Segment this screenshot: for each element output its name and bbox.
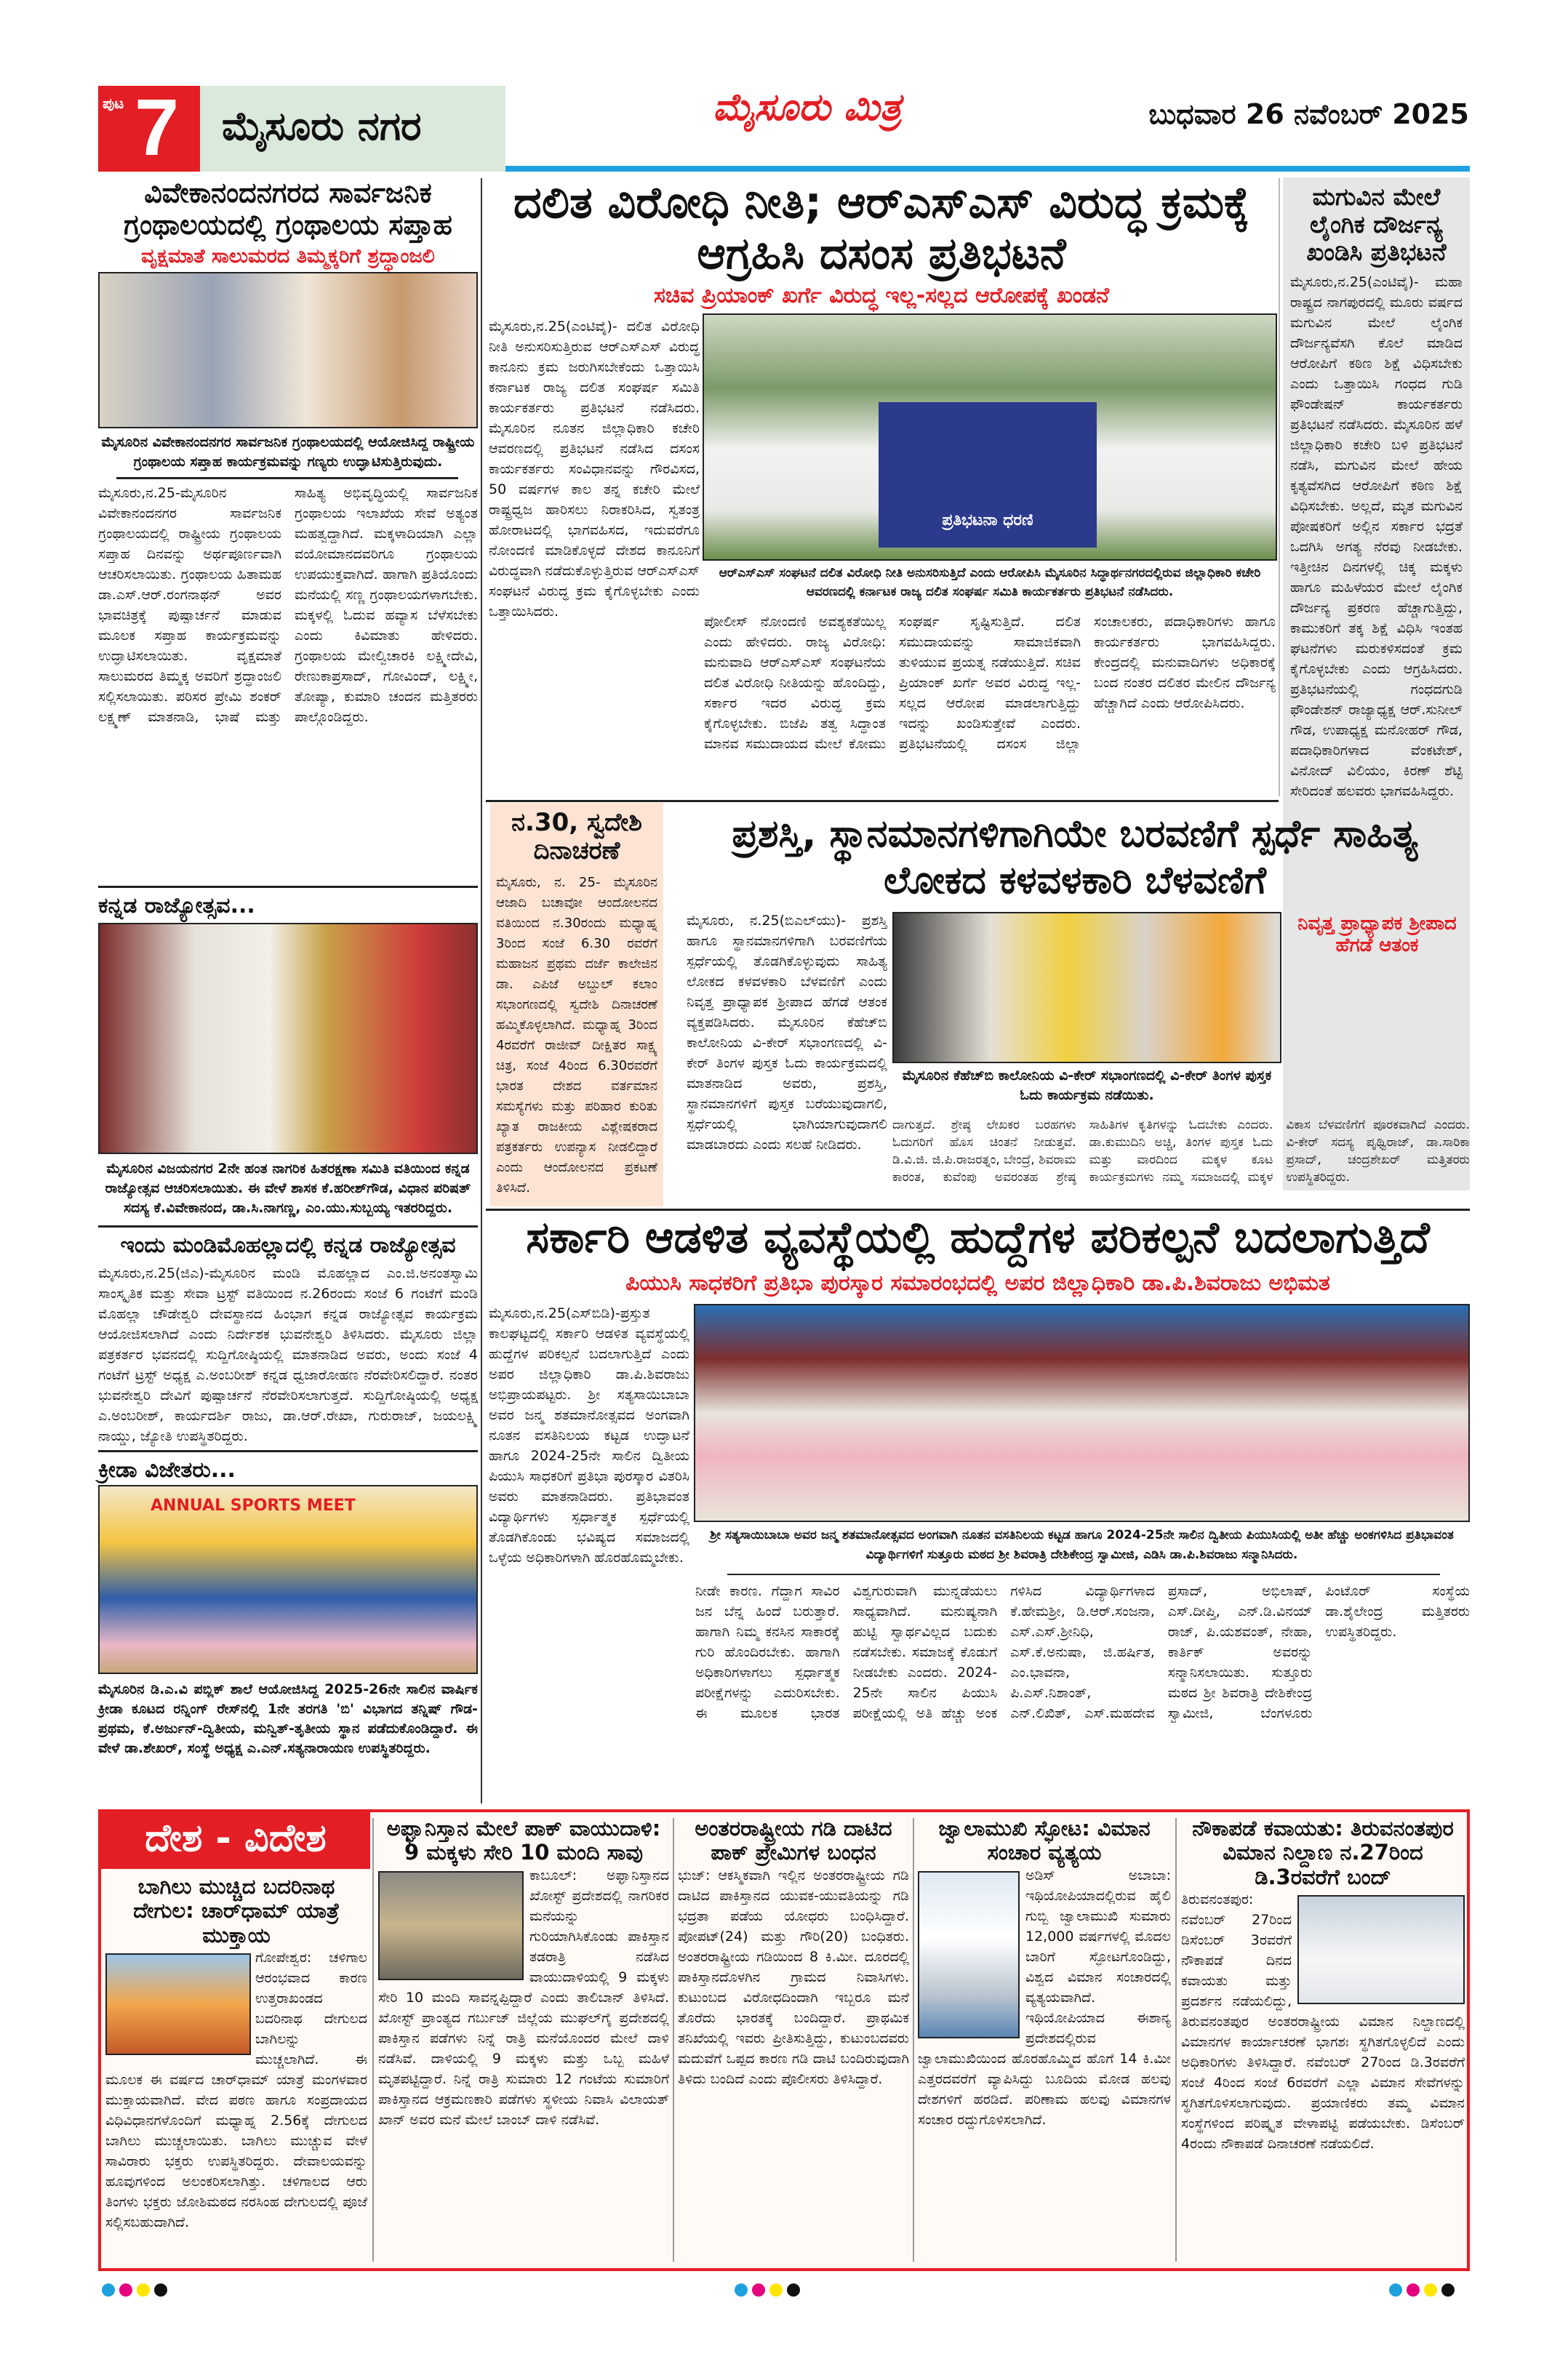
govt-intro: ಮೈಸೂರು,ನ.25(ಎಸ್‌ಬಿಡಿ)-ಪ್ರಸ್ತುತ ಕಾಲಘಟ್ಟದಲ್ಲಿ ಸರ್ಕಾರಿ ಆಡಳಿತ ವ್ಯವಸ್ಥೆಯಲ್ಲಿ ಹುದ್ದೆಗಳ ಪರಿಕಲ್ಪನೆ ಬದಲಾಗುತ್ತಿದೆ ಎಂದು ಅಪರ ಜಿಲ್ಲಾಧಿಕಾರಿ ಡಾ.ಪಿ.ಶಿವರಾಜು ಅಭಿಪ್ರಾಯಪಟ್ಟರು. ಶ್ರೀ ಸತ್ಯಸಾಯಿಬಾಬಾ ಅವರ ಜನ್ಮ ಶತಮಾನೋತ್ಸವದ ಅಂಗವಾಗಿ ನೂತನ ವಸತಿನಿಲಯ ಕಟ್ಟಡ ಉದ್ಘಾಟನೆ ಹಾಗೂ 2024-25ನೇ ಸಾಲಿನ ದ್ವಿತೀಯ ಪಿಯುಸಿ ಸಾಧಕರಿಗೆ ಪ್ರತಿಭಾ ಪುರಸ್ಕಾರ ವಿತರಿಸಿ ಅವರು ಮಾತನಾಡಿದರು. ಪ್ರತಿಭಾವಂತ ವಿದ್ಯಾರ್ಥಿಗಳು ಸ್ಪರ್ಧಾತ್ಮಕ ಸ್ಪರ್ಧೆಯಲ್ಲಿ ತೊಡಗಿಕೊಂಡು ಭವಿಷ್ಯದ ಸಮಾಜದಲ್ಲಿ ಒಳ್ಳೆಯ ಅಧಿಕಾರಿಗಳಾಗಿ ಹೊರಹೊಮ್ಮಬೇಕು. xyxy=(489,1305,689,1566)
page-label: ಪುಟ xyxy=(103,95,124,112)
rajyotsava-label: ಕನ್ನಡ ರಾಜ್ಯೋತ್ಸವ... xyxy=(98,893,255,918)
cyan-dot xyxy=(102,2283,115,2297)
divider xyxy=(98,1450,478,1452)
swadeshi-headline: ನ.30, ಸ್ವದೇಶಿ ದಿನಾಚರಣೆ xyxy=(511,808,642,866)
column-divider xyxy=(372,1818,374,2262)
govt-photo xyxy=(694,1304,1470,1522)
yellow-dot xyxy=(769,2283,783,2297)
sports-photo xyxy=(98,1485,478,1674)
news-item-border-lovers xyxy=(678,1817,909,2243)
news-body: ಗೋಪೇಶ್ವರ: ಚಳಿಗಾಲ ಆರಂಭವಾದ ಕಾರಣ ಉತ್ತರಾಖಂಡದ ಬದರಿನಾಥ ದೇಗುಲದ ಬಾಗಿಲನ್ನು ಮುಚ್ಚಲಾಗಿದೆ. ಈ ಮೂಲಕ ಈ ವರ್ಷದ ಚಾರ್‌ಧಾಮ್ ಯಾತ್ರೆ ಮಂಗಳವಾರ ಮುಕ್ತಾಯವಾಗಿದೆ. ವೇದ ಪಠಣ ಹಾಗೂ ಸಂಪ್ರದಾಯದ ವಿಧಿವಿಧಾನಗಳೊಂದಿಗೆ ಮಧ್ಯಾಹ್ನ 2.56ಕ್ಕೆ ದೇಗುಲದ ಬಾಗಿಲು ಮುಚ್ಚಲಾಯಿತು. ಬಾಗಿಲು ಮುಚ್ಚುವ ವೇಳೆ ಸಾವಿರಾರು ಭಕ್ತರು ಉಪಸ್ಥಿತರಿದ್ದರು. ದೇವಾಲಯವನ್ನು ಹೂವುಗಳಿಂದ ಅಲಂಕರಿಸಲಾಗಿತ್ತು. ಚಳಿಗಾಲದ ಆರು ತಿಂಗಳು ಭಕ್ತರು ಜೋಶಿಮಠದ ನರಸಿಂಹ ದೇಗುಲದಲ್ಲಿ ಪೂಜೆ ಸಲ್ಲಿಸಬಹುದಾಗಿದೆ. xyxy=(105,1950,367,2231)
cyan-dot xyxy=(1389,2283,1402,2297)
govt-body: ನೀಡೇ ಕಾರಣ. ಗೆದ್ದಾಗ ಸಾವಿರ ಜನ ಬೆನ್ನ ಹಿಂದೆ ಬರುತ್ತಾರೆ. ಹಾಗಾಗಿ ನಿಮ್ಮ ಕನಸಿನ ಸಾಕಾರಕ್ಕೆ ಗುರಿ ಹೊಂದಿರಬೇಕು. ಹಾಗಾಗಿ ಅಧಿಕಾರಿಗಳಾಗಲು ಸ್ಪರ್ಧಾತ್ಮಕ ಪರೀಕ್ಷೆಗಳನ್ನು ಎದುರಿಸಬೇಕು. ಈ ಮೂಲಕ ಭಾರತ ವಿಶ್ವಗುರುವಾಗಿ ಮುನ್ನಡೆಯಲು ಸಾಧ್ಯವಾಗಿದೆ. ಮನುಷ್ಯನಾಗಿ ಹುಟ್ಟಿ ಸ್ವಾರ್ಥವಿಲ್ಲದ ಬದುಕು ನಡೆಸಬೇಕು. ಸಮಾಜಕ್ಕೆ ಕೊಡುಗೆ ನೀಡಬೇಕು ಎಂದರು. 2024-25ನೇ ಸಾಲಿನ ಪಿಯುಸಿ ಪರೀಕ್ಷೆಯಲ್ಲಿ ಅತಿ ಹೆಚ್ಚು ಅಂಕ ಗಳಿಸಿದ ವಿದ್ಯಾರ್ಥಿಗಳಾದ ಕೆ.ಹೇಮಶ್ರೀ, ಡಿ.ಆರ್.ಸಂಜನಾ, ಎಸ್.ಎಸ್.ಶ್ರೀನಿಧಿ, ಎಸ್.ಕೆ.ಅನುಷಾ, ಜಿ.ಹರ್ಷಿತ, ಎಂ.ಭಾವನಾ, ಪಿ.ಎಸ್.ನಿಶಾಂತ್, ಎನ್.ಲಿಖಿತ್, ಎಸ್.ಮಹದೇವ ಪ್ರಸಾದ್, ಅಭಿಲಾಷ್, ಎಸ್.ದೀಪ್ತಿ, ಎನ್.ಡಿ.ವಿನಯ್ ರಾಜ್, ಪಿ.ಯಶವಂತ್, ನೇಹಾ, ಕಾರ್ತಿಕ್ ಅವರನ್ನು ಸನ್ಮಾನಿಸಲಾಯಿತು. ಸುತ್ತೂರು ಮಠದ ಶ್ರೀ ಶಿವರಾತ್ರಿ ದೇಶಿಕೇಂದ್ರ ಸ್ವಾಮೀಜಿ, ಬೆಂಗಳೂರು ಪಿಂಟೊರ್ ಸಂಸ್ಥೆಯ ಡಾ.ಶೈಲೇಂದ್ರ ಮತ್ತಿತರರು ಉಪಸ್ಥಿತರಿದ್ದರು. xyxy=(695,1583,1470,1721)
library-body: ಮೈಸೂರು,ನ.25-ಮೈಸೂರಿನ ವಿವೇಕಾನಂದನಗರ ಸಾರ್ವಜನಿಕ ಗ್ರಂಥಾಲಯದಲ್ಲಿ ರಾಷ್ಟ್ರೀಯ ಗ್ರಂಥಾಲಯ ಸಪ್ತಾಹ ದಿನವನ್ನು ಅರ್ಥಪೂರ್ಣವಾಗಿ ಆಚರಿಸಲಾಯಿತು. ಗ್ರಂಥಾಲಯ ಹಿತಾಮಹ ಡಾ.ಎಸ್.ಆರ್.ರಂಗನಾಥನ್ ಅವರ ಭಾವಚಿತ್ರಕ್ಕೆ ಪುಷ್ಪಾರ್ಚನೆ ಮಾಡುವ ಮೂಲಕ ಸಪ್ತಾಹ ಕಾರ್ಯಕ್ರಮವನ್ನು ಉದ್ಘಾಟಿಸಲಾಯಿತು. ವೃಕ್ಷಮಾತೆ ಸಾಲುಮರದ ತಿಮ್ಮಕ್ಕ ಅವರಿಗೆ ಶ್ರದ್ಧಾಂಜಲಿ ಸಲ್ಲಿಸಲಾಯಿತು. ಪರಿಸರ ಪ್ರೇಮಿ ಶಂಕರ್ ಲಕ್ಷ್ಮಣ್ ಮಾತನಾಡಿ, ಭಾಷೆ ಮತ್ತು ಸಾಹಿತ್ಯ ಅಭಿವೃದ್ಧಿಯಲ್ಲಿ ಸಾರ್ವಜನಿಕ ಗ್ರಂಥಾಲಯ ಇಲಾಖೆಯ ಸೇವೆ ಅತ್ಯಂತ ಮಹತ್ವದ್ದಾಗಿದೆ. ಮಕ್ಕಳಾದಿಯಾಗಿ ಎಲ್ಲಾ ವಯೋಮಾನದವರಿಗೂ ಗ್ರಂಥಾಲಯ ಉಪಯುಕ್ತವಾಗಿದೆ. ಹಾಗಾಗಿ ಪ್ರತಿಯೊಂದು ಮನೆಯಲ್ಲಿ ಸಣ್ಣ ಗ್ರಂಥಾಲಯಗಳಾಗಬೇಕು. ಮಕ್ಕಳಲ್ಲಿ ಓದುವ ಹವ್ಯಾಸ ಬೆಳೆಸಬೇಕು ಎಂದು ಕಿವಿಮಾತು ಹೇಳಿದರು. ಗ್ರಂಥಾಲಯ ಮೇಲ್ವಿಚಾರಕಿ ಲಕ್ಷ್ಮೀದೇವಿ, ರೇಣುಕಾಪ್ರಸಾದ್, ಗೋವಿಂದ್, ಲಕ್ಷ್ಮೀ, ತೋಪ್ಯಾ, ಕುಮಾರಿ ಚಂದನ ಮತ್ತಿತರರು ಪಾಲ್ಗೊಂಡಿದ್ದರು. xyxy=(98,485,478,725)
rajyotsava-caption: ಮೈಸೂರಿನ ವಿಜಯನಗರ 2ನೇ ಹಂತ ನಾಗರಿಕ ಹಿತರಕ್ಷಣಾ ಸಮಿತಿ ವತಿಯಿಂದ ಕನ್ನಡ ರಾಜ್ಯೋತ್ಸವ ಆಚರಿಸಲಾಯಿತು. ಈ ವೇಳೆ ಶಾಸಕ ಕೆ.ಹರೀಶ್‌ಗೌಡ, ವಿಧಾನ ಪರಿಷತ್ ಸದಸ್ಯ ಕೆ.ವಿವೇಕಾನಂದ, ಡಾ.ಸಿ.ನಾಗಣ್ಣ, ಎಂ.ಯು.ಸುಬ್ಬಯ್ಯ ಇತರರಿದ್ದರು. xyxy=(105,1161,471,1216)
divider xyxy=(486,800,1279,802)
news-body: ಅಡಿಸ್ ಅಬಾಬಾ: ಇಥಿಯೋಪಿಯಾದಲ್ಲಿರುವ ಹೈಲಿ ಗುಬ್ಬಿ ಜ್ವಾಲಾಮುಖಿ ಸುಮಾರು 12,000 ವರ್ಷಗಳಲ್ಲಿ ಮೊದಲ ಬಾರಿಗೆ ಸ್ಫೋಟಗೊಂಡಿದ್ದು, ವಿಶ್ವದ ವಿಮಾನ ಸಂಚಾರದಲ್ಲಿ ವ್ಯತ್ಯಯವಾಗಿದೆ. ಇಥಿಯೋಪಿಯಾದ ಈಶಾನ್ಯ ಪ್ರದೇಶದಲ್ಲಿರುವ ಜ್ವಾಲಾಮುಖಿಯಿಂದ ಹೊರಹೊಮ್ಮಿದ ಹೊಗೆ 14 ಕಿ.ಮೀ ಎತ್ತರದವರೆಗೆ ವ್ಯಾಪಿಸಿದ್ದು ಬೂದಿಯ ಮೋಡ ಹಲವು ದೇಶಗಳಿಗೆ ಹರಡಿದೆ. ಪರಿಣಾಮ ಹಲವು ವಿಮಾನಗಳ ಸಂಚಾರ ರದ್ದುಗೊಳಿಸಲಾಗಿದೆ. xyxy=(918,1867,1171,2128)
registration-marks-center xyxy=(735,2283,804,2299)
award-photo xyxy=(892,912,1281,1063)
mandi-body: ಮೈಸೂರು,ನ.25(ಜಿಎ)-ಮೈಸೂರಿನ ಮಂಡಿ ಮೊಹಲ್ಲಾದ ಎಂ.ಜಿ.ಅನಂತಸ್ವಾಮಿ ಸಾಂಸ್ಕೃತಿಕ ಮತ್ತು ಸೇವಾ ಟ್ರಸ್ಟ್ ವತಿಯಿಂದ ನ.26ರಂದು ಸಂಜೆ 6 ಗಂಟೆಗೆ ಮಂಡಿ ಮೊಹಲ್ಲಾ ಚೌಡೇಶ್ವರಿ ದೇವಸ್ಥಾನದ ಹಿಂಭಾಗ ಕನ್ನಡ ರಾಜ್ಯೋತ್ಸವ ಕಾರ್ಯಕ್ರಮ ಆಯೋಜಿಸಲಾಗಿದೆ ಎಂದು ನಿರ್ದೇಶಕ ಭುವನೇಶ್ವರಿ ತಿಳಿಸಿದರು. ಮೈಸೂರು ಜಿಲ್ಲಾ ಪತ್ರಕರ್ತರ ಭವನದಲ್ಲಿ ಸುದ್ದಿಗೋಷ್ಠಿಯಲ್ಲಿ ಮಾತನಾಡಿದ ಅವರು, ಅಂದು ಸಂಜೆ 4 ಗಂಟೆಗೆ ಟ್ರಸ್ಟ್ ಅಧ್ಯಕ್ಷ ಎ.ಅಂಬರೀಶ್ ಕನ್ನಡ ಧ್ವಜಾರೋಹಣ ನೆರವೇರಿಸಲಿದ್ದಾರೆ. ನಂತರ ಭುವನೇಶ್ವರಿ ದೇವಿಗೆ ಪುಷ್ಪಾರ್ಚನೆ ನೆರವೇರಿಸಲಾಗುತ್ತದೆ. ಸುದ್ದಿಗೋಷ್ಠಿಯಲ್ಲಿ ಅಧ್ಯಕ್ಷ ಎ.ಅಂಬರೀಶ್, ಕಾರ್ಯದರ್ಶಿ ರಾಜು, ಡಾ.ಆರ್.ರೇಖಾ, ಗುರುರಾಜ್, ಜಯಲಕ್ಷ್ಮಿ ನಾಯ್ಡು, ಜ್ಯೋತಿ ಉಪಸ್ಥಿತರಿದ್ದರು. xyxy=(98,1265,478,1444)
sports-caption: ಮೈಸೂರಿನ ಡಿ.ಎ.ವಿ ಪಬ್ಲಿಕ್ ಶಾಲೆ ಆಯೋಜಿಸಿದ್ದ 2025-26ನೇ ಸಾಲಿನ ವಾರ್ಷಿಕ ಕ್ರೀಡಾ ಕೂಟದ ರನ್ನಿಂಗ್ ರೇಸ್‌ನಲ್ಲಿ 1ನೇ ತರಗತಿ 'ಬಿ' ವಿಭಾಗದ ತನ್ನಿಷ್ ಗೌಡ-ಪ್ರಥಮ, ಕೆ.ಅರ್ಜುನ್-ದ್ವಿತೀಯ, ಮನ್ವಿತ್-ತೃತೀಯ ಸ್ಥಾನ ಪಡೆದುಕೊಂಡಿದ್ದಾರೆ. ಈ ವೇಳೆ ಡಾ.ಶೇಖರ್, ಸಂಸ್ಥೆ ಅಧ್ಯಕ್ಷ ಎ.ಎನ್.ಸತ್ಯನಾರಾಯಣ ಉಪಸ್ಥಿತರಿದ್ದರು. xyxy=(98,1681,478,1756)
news-headline: ಬಾಗಿಲು ಮುಚ್ಚಿದ ಬದರಿನಾಥ ದೇಗುಲ: ಚಾರ್‌ಧಾಮ್ ಯಾತ್ರೆ ಮುಕ್ತಾಯ xyxy=(133,1874,340,1947)
swadeshi-box xyxy=(490,803,663,1206)
news-headline: ಅಫ್ಘಾನಿಸ್ತಾನ ಮೇಲೆ ಪಾಕ್ ವಾಯುದಾಳಿ: 9 ಮಕ್ಕಳು ಸೇರಿ 10 ಮಂದಿ ಸಾವು xyxy=(386,1816,661,1865)
lead-subhead: ಸಚಿವ ಪ್ರಿಯಾಂಕ್ ಖರ್ಗೆ ವಿರುದ್ಧ ಇಲ್ಲ-ಸಲ್ಲದ ಆರೋಪಕ್ಕೆ ಖಂಡನೆ xyxy=(653,283,1109,308)
award-photo-caption: ಮೈಸೂರಿನ ಕೆಹೆಚ್‌ಬಿ ಕಾಲೋನಿಯ ವಿ-ಕೇರ್ ಸಭಾಂಗಣದಲ್ಲಿ ವಿ-ಕೇರ್ ತಿಂಗಳ ಪುಸ್ತಕ ಓದು ಕಾರ್ಯಕ್ರಮ ನಡೆಯಿತು. xyxy=(902,1068,1272,1103)
govt-photo-caption: ಶ್ರೀ ಸತ್ಯಸಾಯಿಬಾಬಾ ಅವರ ಜನ್ಮ ಶತಮಾನೋತ್ಸವದ ಅಂಗವಾಗಿ ನೂತನ ವಸತಿನಿಲಯ ಕಟ್ಟಡ ಹಾಗೂ 2024-25ನೇ ಸಾಲಿನ ದ್ವಿತೀಯ ಪಿಯುಸಿಯಲ್ಲಿ ಅತೀ ಹೆಚ್ಚು ಅಂಕಗಳಿಸಿದ ಪ್ರತಿಭಾವಂತ ವಿದ್ಯಾರ್ಥಿಗಳಿಗೆ ಸುತ್ತೂರು ಮಠದ ಶ್ರೀ ಶಿವರಾತ್ರಿ ದೇಶಿಕೇಂದ್ರ ಸ್ವಾಮೀಜಿ, ಎಡಿಸಿ ಡಾ.ಪಿ.ಶಿವರಾಜು ಸನ್ಮಾನಿಸಿದರು. xyxy=(710,1528,1454,1562)
sidebar-story xyxy=(1283,177,1470,1190)
airplane-photo xyxy=(1297,1895,1465,2004)
swadeshi-body: ಮೈಸೂರು, ನ. 25- ಮೈಸೂರಿನ ಆಜಾದಿ ಬಚಾವೋ ಆಂದೋಲನದ ವತಿಯಿಂದ ನ.30ರಂದು ಮಧ್ಯಾಹ್ನ 3ರಿಂದ ಸಂಜೆ 6.30 ರವರೆಗೆ ಮಹಾಜನ ಪ್ರಥಮ ದರ್ಜೆ ಕಾಲೇಜಿನ ಡಾ. ಎಪಿಜೆ ಅಬ್ದುಲ್ ಕಲಾಂ ಸಭಾಂಗಣದಲ್ಲಿ ಸ್ವದೇಶಿ ದಿನಾಚರಣೆ ಹಮ್ಮಿಕೊಳ್ಳಲಾಗಿದೆ. ಮಧ್ಯಾಹ್ನ 3ರಿಂದ 4ರವರೆಗೆ ರಾಜೀವ್ ದೀಕ್ಷಿತರ ಸಾಕ್ಷ್ಯ ಚಿತ್ರ, ಸಂಜೆ 4ರಿಂದ 6.30ರವರೆಗೆ ಭಾರತ ದೇಶದ ವರ್ತಮಾನ ಸಮಸ್ಯೆಗಳು ಮತ್ತು ಪರಿಹಾರ ಕುರಿತು ಖ್ಯಾತ ರಾಜಕೀಯ ವಿಶ್ಲೇಷಕರಾದ ಪತ್ರಕರ್ತರು ಉಪನ್ಯಾಸ ನೀಡಲಿದ್ದಾರೆ ಎಂದು ಆಂದೋಲನದ ಪ್ರಕಟಣೆ ತಿಳಿಸಿದೆ. xyxy=(496,875,657,1196)
sidebar-headline: ಮಗುವಿನ ಮೇಲೆ ಲೈಂಗಿಕ ದೌರ್ಜನ್ಯ ಖಂಡಿಸಿ ಪ್ರತಿಭಟನೆ xyxy=(1306,183,1447,266)
news-body: ಕಾಬೂಲ್: ಅಫ್ಘಾನಿಸ್ತಾನದ ಖೋಸ್ಟ್ ಪ್ರದೇಶದಲ್ಲಿ ನಾಗರಿಕರ ಮನೆಯನ್ನು ಗುರಿಯಾಗಿಸಿಕೊಂಡು ಪಾಕಿಸ್ತಾನ ತಡರಾತ್ರಿ ನಡೆಸಿದ ವಾಯುದಾಳಿಯಲ್ಲಿ 9 ಮಕ್ಕಳು ಸೇರಿ 10 ಮಂದಿ ಸಾವನ್ನಪ್ಪಿದ್ದಾರೆ ಎಂದು ತಾಲಿಬಾನ್ ತಿಳಿಸಿದೆ. ಖೋಸ್ಟ್ ಪ್ರಾಂತ್ಯದ ಗರ್ಬುಜ್ ಜಿಲ್ಲೆಯ ಮುಘಲ್‌ಗೈ ಪ್ರದೇಶದಲ್ಲಿ ಪಾಕಿಸ್ತಾನ ಪಡೆಗಳು ನಿನ್ನೆ ರಾತ್ರಿ ಮನೆಯೊಂದರ ಮೇಲೆ ದಾಳಿ ನಡೆಸಿವೆ. ದಾಳಿಯಲ್ಲಿ 9 ಮಕ್ಕಳು ಮತ್ತು ಒಬ್ಬ ಮಹಿಳೆ ಮೃತಪಟ್ಟಿದ್ದಾರೆ. ನಿನ್ನೆ ರಾತ್ರಿ ಸುಮಾರು 12 ಗಂಟೆಯ ಸುಮಾರಿಗೆ ಪಾಕಿಸ್ತಾನದ ಆಕ್ರಮಣಕಾರಿ ಪಡೆಗಳು ಸ್ಥಳೀಯ ನಿವಾಸಿ ವಿಲಾಯತ್ ಖಾನ್ ಅವರ ಮನೆ ಮೇಲೆ ಬಾಂಬ್ ದಾಳಿ ನಡೆಸಿವೆ. xyxy=(378,1867,669,2128)
yellow-dot xyxy=(1424,2283,1437,2297)
library-caption: ಮೈಸೂರಿನ ವಿವೇಕಾನಂದನಗರ ಸಾರ್ವಜನಿಕ ಗ್ರಂಥಾಲಯದಲ್ಲಿ ಆಯೋಜಿಸಿದ್ದ ರಾಷ್ಟ್ರೀಯ ಗ್ರಂಥಾಲಯ ಸಪ್ತಾಹ ಕಾರ್ಯಕ್ರಮವನ್ನು ಗಣ್ಯರು ಉದ್ಘಾಟಿಸುತ್ತಿರುವುದು. xyxy=(101,434,475,470)
govt-subhead: ಪಿಯುಸಿ ಸಾಧಕರಿಗೆ ಪ್ರತಿಭಾ ಪುರಸ್ಕಾರ ಸಮಾರಂಭದಲ್ಲಿ ಅಪರ ಜಿಲ್ಲಾಧಿಕಾರಿ ಡಾ.ಪಿ.ಶಿವರಾಜು ಅಭಿಮತ xyxy=(625,1270,1330,1296)
black-dot xyxy=(1441,2283,1455,2297)
airstrike-photo xyxy=(378,1871,524,1980)
lead-intro: ಮೈಸೂರು,ನ.25(ಎಂಟಿವೈ)- ದಲಿತ ವಿರೋಧಿ ನೀತಿ ಅನುಸರಿಸುತ್ತಿರುವ ಆರ್‌ಎಸ್‌ಎಸ್ ವಿರುದ್ಧ ಕಾನೂನು ಕ್ರಮ ಜರುಗಿಸಬೇಕೆಂದು ಒತ್ತಾಯಿಸಿ ಕರ್ನಾಟಕ ರಾಜ್ಯ ದಲಿತ ಸಂಘರ್ಷ ಸಮಿತಿ ಕಾರ್ಯಕರ್ತರು ಪ್ರತಿಭಟನೆ ನಡೆಸಿದರು. ಮೈಸೂರಿನ ನೂತನ ಜಿಲ್ಲಾಧಿಕಾರಿ ಕಚೇರಿ ಆವರಣದಲ್ಲಿ ಪ್ರತಿಭಟನೆ ನಡೆಸಿದ ದಸಂಸ ಕಾರ್ಯಕರ್ತರು ಸಂವಿಧಾನವನ್ನು ಗೌರವಿಸದ, 50 ವರ್ಷಗಳ ಕಾಲ ತನ್ನ ಕಚೇರಿ ಮೇಲೆ ರಾಷ್ಟ್ರಧ್ವಜ ಹಾರಿಸಲು ನಿರಾಕರಿಸಿದ, ಸ್ವತಂತ್ರ ಹೋರಾಟದಲ್ಲಿ ಭಾಗವಹಿಸದ, ಇದುವರೆಗೂ ನೋಂದಣಿ ಮಾಡಿಕೊಳ್ಳದೆ ದೇಶದ ಕಾನೂನಿಗೆ ವಿರುದ್ಧವಾಗಿ ನಡೆದುಕೊಳ್ಳುತ್ತಿರುವ ಆರ್‌ಎಸ್‌ಎಸ್ ಸಂಘಟನೆ ವಿರುದ್ಧ ಕ್ರಮ ಕೈಗೊಳ್ಳಬೇಕು ಎಂದು ಒತ್ತಾಯಿಸಿದರು. xyxy=(489,319,700,620)
news-item-pak-airstrike xyxy=(378,1817,669,2236)
desha-videsha-title: ದೇಶ - ವಿದೇಶ xyxy=(101,1812,370,1869)
magenta-dot xyxy=(1407,2283,1420,2297)
news-item-volcano xyxy=(918,1817,1171,2236)
registration-marks-left xyxy=(102,2283,172,2299)
registration-marks-right xyxy=(1389,2283,1459,2299)
column-divider xyxy=(1175,1818,1177,2262)
lead-body: ಪೋಲೀಸ್ ನೋಂದಣಿ ಅವಶ್ಯಕತೆಯಿಲ್ಲ ಎಂದು ಹೇಳಿದರು. ರಾಜ್ಯ ವಿರೋಧಿ: ಮನುವಾದಿ ಆರ್‌ಎಸ್‌ಎಸ್ ಸಂಘಟನೆಯ ದಲಿತ ವಿರೋಧಿ ನೀತಿಯನ್ನು ಹೊಂದಿದ್ದು, ಸರ್ಕಾರ ಇದರ ವಿರುದ್ಧ ಕ್ರಮ ಕೈಗೊಳ್ಳಬೇಕು. ಬಿಜೆಪಿ ತತ್ವ ಸಿದ್ಧಾಂತ ಮಾನವ ಸಮುದಾಯದ ಮೇಲೆ ಕೋಮು ಸಂಘರ್ಷ ಸೃಷ್ಟಿಸುತ್ತಿದೆ. ದಲಿತ ಸಮುದಾಯವನ್ನು ಸಾಮಾಜಿಕವಾಗಿ ತುಳಿಯುವ ಪ್ರಯತ್ನ ನಡೆಯುತ್ತಿದೆ. ಸಚಿವ ಪ್ರಿಯಾಂಕ್ ಖರ್ಗೆ ಅವರ ವಿರುದ್ಧ ಇಲ್ಲ-ಸಲ್ಲದ ಆರೋಪ ಮಾಡಲಾಗುತ್ತಿದ್ದು ಇದನ್ನು ಖಂಡಿಸುತ್ತೇವೆ ಎಂದರು. ಪ್ರತಿಭಟನೆಯಲ್ಲಿ ದಸಂಸ ಜಿಲ್ಲಾ ಸಂಚಾಲಕರು, ಪದಾಧಿಕಾರಿಗಳು ಹಾಗೂ ಕಾರ್ಯಕರ್ತರು ಭಾಗವಹಿಸಿದ್ದರು. ಕೇಂದ್ರದಲ್ಲಿ ಮನುವಾದಿಗಳು ಅಧಿಕಾರಕ್ಕೆ ಬಂದ ನಂತರ ದಲಿತರ ಮೇಲಿನ ದೌರ್ಜನ್ಯ ಹೆಚ್ಚಾಗಿದೆ ಎಂದು ಆರೋಪಿಸಿದರು. xyxy=(704,614,1276,752)
award-body-lead: ಮೈಸೂರು, ನ.25(ಬಿಎಲ್‌ಯು)- ಪ್ರಶಸ್ತಿ ಹಾಗೂ ಸ್ಥಾನಮಾನಗಳಿಗಾಗಿ ಬರವಣಿಗೆಯ ಸ್ಪರ್ಧೆಯಲ್ಲಿ ತೊಡಗಿಕೊಳ್ಳುವುದು ಸಾಹಿತ್ಯ ಲೋಕದ ಕಳವಳಕಾರಿ ಬೆಳವಣಿಗೆ ಎಂದು ನಿವೃತ್ತ ಪ್ರಾಧ್ಯಾಪಕ ಶ್ರೀಪಾದ ಹೆಗಡೆ ಆತಂಕ ವ್ಯಕ್ತಪಡಿಸಿದರು. ಮೈಸೂರಿನ ಕೆಹೆಚ್‌ಬಿ ಕಾಲೋನಿಯ ವಿ-ಕೇರ್ ಸಭಾಂಗಣದಲ್ಲಿ ವಿ-ಕೇರ್ ತಿಂಗಳ ಪುಸ್ತಕ ಓದು ಕಾರ್ಯಕ್ರಮದಲ್ಲಿ ಮಾತನಾಡಿದ ಅವರು, ಪ್ರಶಸ್ತಿ, ಸ್ಥಾನಮಾನಗಳಿಗೆ ಪುಸ್ತಕ ಬರೆಯುವುದಾಗಲಿ, ಸ್ಪರ್ಧೆಯಲ್ಲಿ ಭಾಗಿಯಾಗುವುದಾಗಲಿ ಮಾಡಬಾರದು ಎಂದು ಸಲಹೆ ನೀಡಿದರು. xyxy=(687,913,887,1153)
magenta-dot xyxy=(119,2283,132,2297)
lead-headline: ದಲಿತ ವಿರೋಧಿ ನೀತಿ; ಆರ್‌ಎಸ್‌ಎಸ್ ವಿರುದ್ಧ ಕ್ರಮಕ್ಕೆ ಆಗ್ರಹಿಸಿ ದಸಂಸ ಪ್ರತಿಭಟನೆ xyxy=(513,177,1250,279)
cyan-dot xyxy=(735,2283,748,2297)
issue-date: ಬುಧವಾರ 26 ನವೆಂಬರ್ 2025 xyxy=(1148,98,1469,130)
news-headline: ನೌಕಾಪಡೆ ಕವಾಯತು: ತಿರುವನಂತಪುರ ವಿಮಾನ ನಿಲ್ದಾಣ ನ.27ರಿಂದ ಡಿ.3ರವರೆಗೆ ಬಂದ್ xyxy=(1192,1816,1454,1889)
black-dot xyxy=(787,2283,800,2297)
column-divider xyxy=(1279,178,1280,796)
news-item-trivandrum-airport xyxy=(1181,1817,1465,2246)
divider xyxy=(116,477,458,479)
sports-label: ಕ್ರೀಡಾ ವಿಜೇತರು... xyxy=(98,1457,236,1483)
news-headline: ಅಂತರರಾಷ್ಟ್ರೀಯ ಗಡಿ ದಾಟಿದ ಪಾಕ್ ಪ್ರೇಮಿಗಳ ಬಂಧನ xyxy=(695,1816,892,1865)
protest-banner: ಪ್ರತಿಭಟನಾ ಧರಣಿ xyxy=(879,402,1097,548)
divider xyxy=(727,1574,1440,1575)
yellow-dot xyxy=(137,2283,150,2297)
badrinath-photo xyxy=(105,1953,251,2055)
award-body: ದಾಗುತ್ತದೆ. ಶ್ರೇಷ್ಠ ಲೇಖಕರ ಬರಹಗಳು ಓದುಗರಿಗೆ ಹೊಸ ಚಿಂತನೆ ನೀಡುತ್ತವೆ. ಡಿ.ವಿ.ಜಿ. ಜಿ.ಪಿ.ರಾಜರತ್ನಂ, ಬೇಂದ್ರೆ, ಶಿವರಾಮ ಕಾರಂತ, ಕುವೆಂಪು ಅವರಂತಹ ಶ್ರೇಷ್ಠ ಸಾಹಿತಿಗಳ ಕೃತಿಗಳನ್ನು ಓದಬೇಕು ಎಂದರು. ಡಾ.ಕುಮುದಿನಿ ಅಚ್ಚಿ, ತಿಂಗಳ ಪುಸ್ತಕ ಓದು ಮತ್ತು ವಾರದಿಂದ ಮಕ್ಕಳ ಕೂಟ ಕಾರ್ಯಕ್ರಮಗಳು ನಮ್ಮ ಸಮಾಜದಲ್ಲಿ ಮಕ್ಕಳ ವಿಕಾಸ ಬೆಳವಣಿಗೆಗೆ ಪೂರಕವಾಗಿದೆ ಎಂದರು. ವಿ-ಕೇರ್ ಸದಸ್ಯ ಪೃಥ್ವಿರಾಜ್, ಡಾ.ಸಾರಿಕಾ ಪ್ರಸಾದ್, ಚಂದ್ರಶೇಖರ್ ಮತ್ತಿತರರು ಉಪಸ್ಥಿತರಿದ್ದರು. xyxy=(892,1118,1470,1185)
page-number-box xyxy=(98,83,200,172)
news-body: ಭುಜ್: ಆಕಸ್ಮಿಕವಾಗಿ ಇಲ್ಲಿನ ಅಂತರರಾಷ್ಟ್ರೀಯ ಗಡಿ ದಾಟಿದ ಪಾಕಿಸ್ತಾನದ ಯುವಕ-ಯುವತಿಯನ್ನು ಗಡಿ ಭದ್ರತಾ ಪಡೆಯ ಯೋಧರು ಬಂಧಿಸಿದ್ದಾರೆ. ಪೋಪಟ್(24) ಮತ್ತು ಗೌರಿ(20) ಬಂಧಿತರು. ಅಂತರರಾಷ್ಟ್ರೀಯ ಗಡಿಯಿಂದ 8 ಕಿ.ಮೀ. ದೂರದಲ್ಲಿ ಪಾಕಿಸ್ತಾನದೊಳಗಿನ ಗ್ರಾಮದ ನಿವಾಸಿಗಳು. ಕುಟುಂಬದ ವಿರೋಧದಿಂದಾಗಿ ಇಬ್ಬರೂ ಮನೆ ತೊರೆದು ಭಾರತಕ್ಕೆ ಬಂದಿದ್ದಾರೆ. ಪ್ರಾಥಮಿಕ ತನಿಖೆಯಲ್ಲಿ ಇವರು ಪ್ರೀತಿಸುತ್ತಿದ್ದು, ಕುಟುಂಬದವರು ಮದುವೆಗೆ ಒಪ್ಪದ ಕಾರಣ ಗಡಿ ದಾಟಿ ಬಂದಿರುವುದಾಗಿ ತಿಳಿದು ಬಂದಿದೆ ಎಂದು ಪೊಲೀಸರು ತಿಳಿಸಿದ್ದಾರೆ. xyxy=(678,1867,909,2087)
library-photo xyxy=(98,272,478,428)
black-dot xyxy=(154,2283,167,2297)
library-subhead: ವೃಕ್ಷಮಾತೆ ಸಾಲುಮರದ ತಿಮ್ಮಕ್ಕರಿಗೆ ಶ್ರದ್ಧಾಂಜಲಿ xyxy=(141,245,435,268)
section-title: ಮೈಸೂರು ನಗರ xyxy=(200,86,505,172)
volcano-photo xyxy=(918,1871,1020,2038)
header-rule xyxy=(505,166,1470,172)
divider xyxy=(98,1225,478,1228)
library-headline: ವಿವೇಕಾನಂದನಗರದ ಸಾರ್ವಜನಿಕ ಗ್ರಂಥಾಲಯದಲ್ಲಿ ಗ್ರಂಥಾಲಯ ಸಪ್ತಾಹ xyxy=(124,177,452,241)
sports-banner: ANNUAL SPORTS MEET xyxy=(151,1497,356,1515)
rajyotsava-photo xyxy=(98,923,478,1154)
column-divider xyxy=(673,1818,674,2262)
column-divider xyxy=(913,1818,914,2262)
divider xyxy=(98,886,478,888)
news-headline: ಜ್ವಾಲಾಮುಖಿ ಸ್ಫೋಟ: ವಿಮಾನ ಸಂಚಾರ ವ್ಯತ್ಯಯ xyxy=(938,1816,1151,1865)
award-headline: ಪ್ರಶಸ್ತಿ, ಸ್ಥಾನಮಾನಗಳಿಗಾಗಿಯೇ ಬರವಣಿಗೆ ಸ್ಪರ್ಧೆ ಸಾಹಿತ್ಯ ಲೋಕದ ಕಳವಳಕಾರಿ ಬೆಳವಣಿಗೆ xyxy=(732,812,1418,902)
newspaper-logo: ಮೈಸೂರು ಮಿತ್ರ xyxy=(713,86,902,129)
news-body: ತಿರುವನಂತಪುರ: ನವೆಂಬರ್ 27ರಿಂದ ಡಿಸೆಂಬರ್ 3ರವರೆಗೆ ನೌಕಾಪಡೆ ದಿನದ ಕವಾಯತು ಮತ್ತು ಪ್ರದರ್ಶನ ನಡೆಯಲಿದ್ದು, ತಿರುವನಂತಪುರ ಅಂತರರಾಷ್ಟ್ರೀಯ ವಿಮಾನ ನಿಲ್ದಾಣದಲ್ಲಿ ವಿಮಾನಗಳ ಕಾರ್ಯಾಚರಣೆ ಭಾಗಶಃ ಸ್ಥಗಿತಗೊಳ್ಳಲಿದೆ ಎಂದು ಅಧಿಕಾರಿಗಳು ತಿಳಿಸಿದ್ದಾರೆ. ನವೆಂಬರ್ 27ರಿಂದ ಡಿ.3ರವರೆಗೆ ಸಂಜೆ 4ರಿಂದ ಸಂಜೆ 6ರವರೆಗೆ ಎಲ್ಲಾ ವಿಮಾನ ಸೇವೆಗಳನ್ನು ಸ್ಥಗಿತಗೊಳಿಸಲಾಗುವುದು. ಪ್ರಯಾಣಿಕರು ತಮ್ಮ ವಿಮಾನ ಸಂಸ್ಥೆಗಳಿಂದ ಪರಿಷ್ಕೃತ ವೇಳಾಪಟ್ಟಿ ಪಡೆಯಬೇಕು. ಡಿಸೆಂಬರ್ 4ರಂದು ನೌಕಾಪಡೆ ದಿನಾಚರಣೆ ನಡೆಯಲಿದೆ. xyxy=(1181,1891,1465,2153)
lead-photo-caption: ಆರ್‌ಎಸ್‌ಎಸ್ ಸಂಘಟನೆ ದಲಿತ ವಿರೋಧಿ ನೀತಿ ಅನುಸರಿಸುತ್ತಿದೆ ಎಂದು ಆರೋಪಿಸಿ ಮೈಸೂರಿನ ಸಿದ್ಧಾರ್ಥನಗರದಲ್ಲಿರುವ ಜಿಲ್ಲಾಧಿಕಾರಿ ಕಚೇರಿ ಆವರಣದಲ್ಲಿ ಕರ್ನಾಟಕ ರಾಜ್ಯ ದಲಿತ ಸಂಘರ್ಷ ಸಮಿತಿ ಕಾರ್ಯಕರ್ತರು ಪ್ರತಿಭಟನೆ ನಡೆಸಿದರು. xyxy=(719,566,1261,599)
mandi-headline: ಇಂದು ಮಂಡಿಮೊಹಲ್ಲಾದಲ್ಲಿ ಕನ್ನಡ ರಾಜ್ಯೋತ್ಸವ xyxy=(120,1233,456,1258)
page-number: 7 xyxy=(135,83,180,172)
govt-headline: ಸರ್ಕಾರಿ ಆಡಳಿತ ವ್ಯವಸ್ಥೆಯಲ್ಲಿ ಹುದ್ದೆಗಳ ಪರಿಕಲ್ಪನೆ ಬದಲಾಗುತ್ತಿದೆ xyxy=(526,1212,1430,1263)
column-divider xyxy=(481,178,482,1803)
lead-photo xyxy=(703,313,1277,561)
magenta-dot xyxy=(752,2283,765,2297)
news-item-badrinath xyxy=(105,1875,367,2238)
award-subhead: ನಿವೃತ್ತ ಪ್ರಾಧ್ಯಾಪಕ ಶ್ರೀಪಾದ ಹೆಗಡೆ ಆತಂಕ xyxy=(1297,913,1457,956)
sidebar-body: ಮೈಸೂರು,ನ.25(ಎಂಟಿವೈ)- ಮಹಾ ರಾಷ್ಟ್ರದ ನಾಗಪುರದಲ್ಲಿ ಮೂರು ವರ್ಷದ ಮಗುವಿನ ಮೇಲೆ ಲೈಂಗಿಕ ದೌರ್ಜನ್ಯವೆಸಗಿ ಕೊಲೆ ಮಾಡಿದ ಆರೋಪಿಗೆ ಕಠಿಣ ಶಿಕ್ಷೆ ವಿಧಿಸಬೇಕು ಎಂದು ಒತ್ತಾಯಿಸಿ ಗಂಧದ ಗುಡಿ ಫೌಂಡೇಷನ್ ಕಾರ್ಯಕರ್ತರು ಪ್ರತಿಭಟನೆ ನಡೆಸಿದರು. ಮೈಸೂರಿನ ಹಳೆ ಜಿಲ್ಲಾಧಿಕಾರಿ ಕಚೇರಿ ಬಳಿ ಪ್ರತಿಭಟನೆ ನಡೆಸಿ, ಮಗುವಿನ ಮೇಲೆ ಹೇಯ ಕೃತ್ಯವೆಸಗಿದ ಆರೋಪಿಗೆ ಕಠಿಣ ಶಿಕ್ಷೆ ವಿಧಿಸಬೇಕು. ಅಲ್ಲದೆ, ಮೃತ ಮಗುವಿನ ಪೋಷಕರಿಗೆ ಅಲ್ಲಿನ ಸರ್ಕಾರ ಭದ್ರತೆ ಒದಗಿಸಿ ಅಗತ್ಯ ನೆರವು ನೀಡಬೇಕು. ಇತ್ತೀಚಿನ ದಿನಗಳಲ್ಲಿ ಚಿಕ್ಕ ಮಕ್ಕಳು ಹಾಗೂ ಮಹಿಳೆಯರ ಮೇಲೆ ಲೈಂಗಿಕ ದೌರ್ಜನ್ಯ ಪ್ರಕರಣ ಹೆಚ್ಚಾಗುತ್ತಿದ್ದು, ಕಾಮುಕರಿಗೆ ತಕ್ಕ ಶಿಕ್ಷೆ ವಿಧಿಸಿ ಇಂತಹ ಘಟನೆಗಳು ಮರುಕಳಿಸದಂತೆ ಕ್ರಮ ಕೈಗೊಳ್ಳಬೇಕು ಎಂದು ಆಗ್ರಹಿಸಿದರು. ಪ್ರತಿಭಟನೆಯಲ್ಲಿ ಗಂಧದಗುಡಿ ಫೌಂಡೇಶನ್ ರಾಜ್ಯಾಧ್ಯಕ್ಷ ಆರ್.ಸುನೀಲ್ ಗೌಡ, ಉಪಾಧ್ಯಕ್ಷ ಮನೋಹರ್ ಗೌಡ, ಪದಾಧಿಕಾರಿಗಳಾದ ವೆಂಕಟೇಶ್, ವಿನೋದ್ ವಿಲಿಯಂ, ಕಿರಣ್ ಶೆಟ್ಟಿ ಸೇರಿದಂತೆ ಹಲವರು ಭಾಗವಹಿಸಿದ್ದರು. xyxy=(1290,273,1463,799)
divider xyxy=(486,1209,1470,1211)
